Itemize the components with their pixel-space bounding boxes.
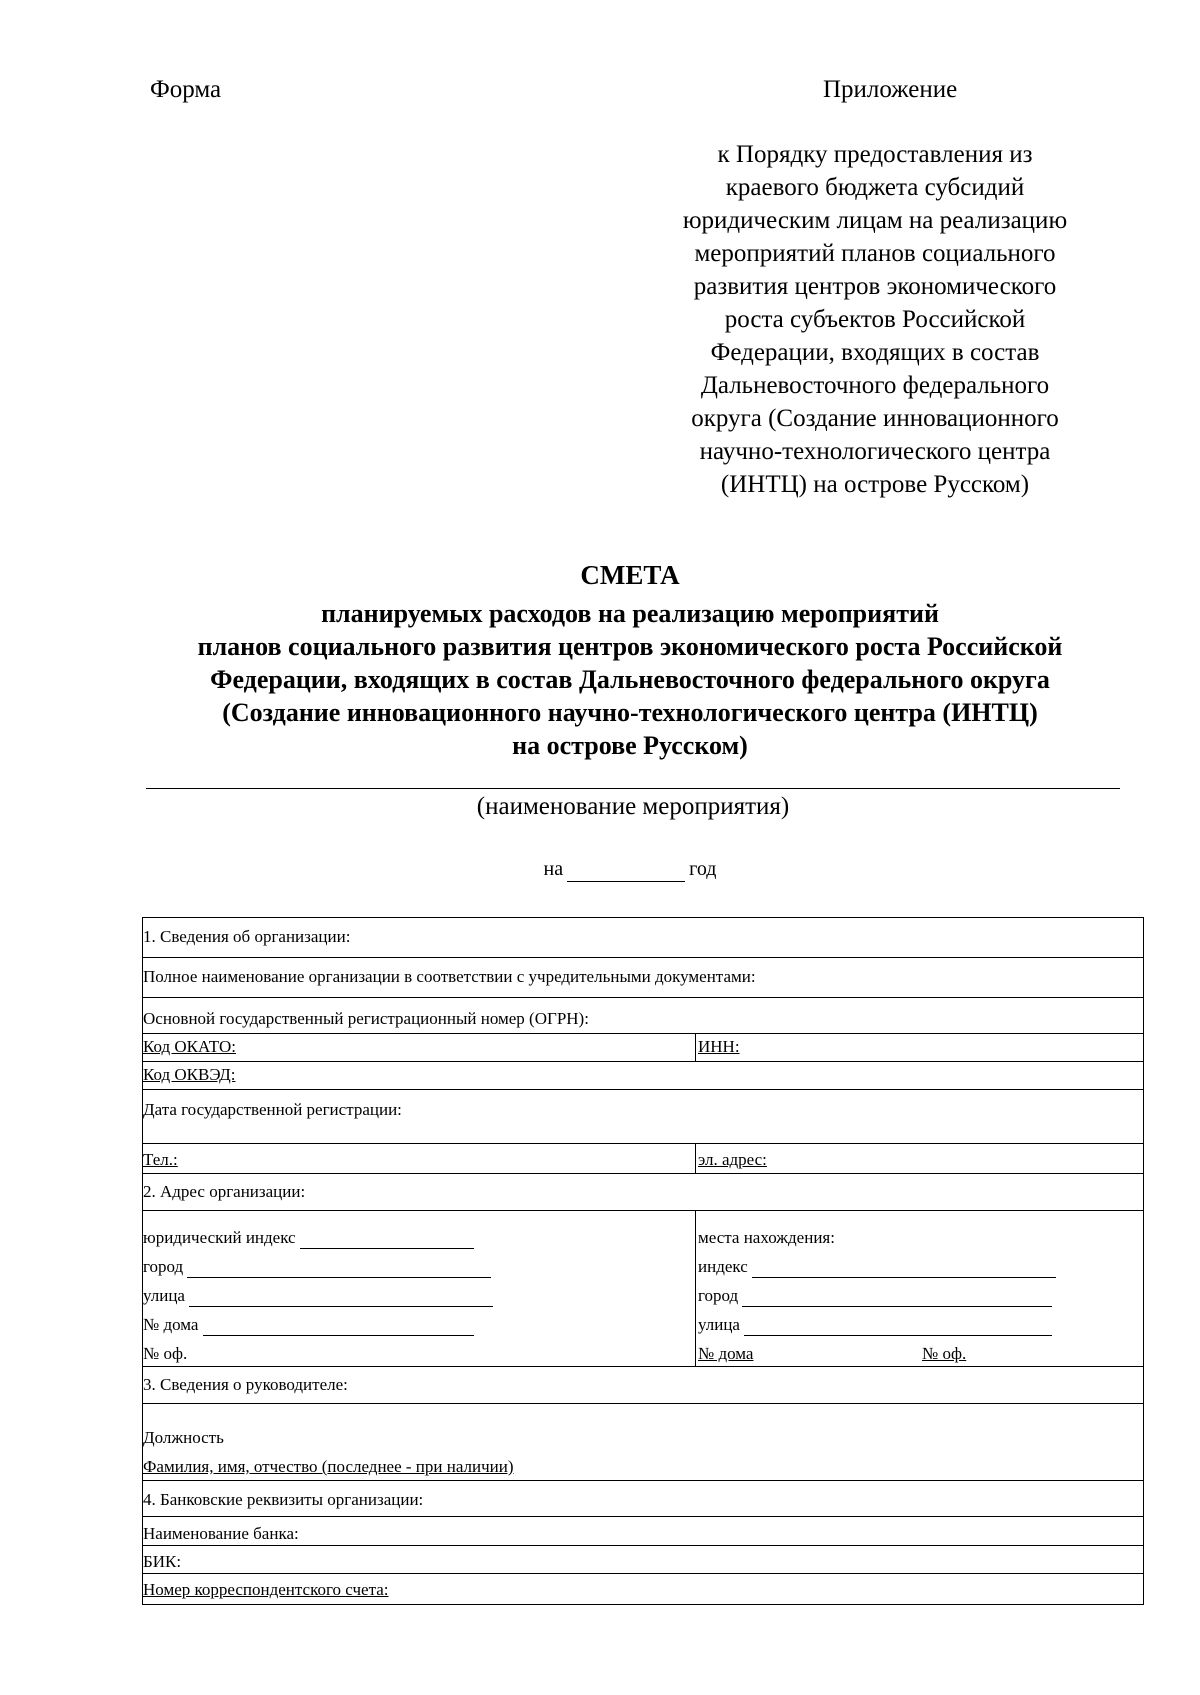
form-label: Форма [150, 76, 222, 103]
row-divider [143, 957, 1143, 958]
legal-index-blank[interactable] [300, 1228, 474, 1249]
location-street-label: улица [698, 1315, 740, 1334]
subtitle-line: на острове Русском) [512, 731, 748, 760]
bik-field[interactable]: БИК: [143, 1552, 182, 1571]
appendix-line: округа (Создание инновационного [691, 405, 1059, 432]
row-divider [143, 1573, 1143, 1574]
row-divider [143, 1089, 1143, 1090]
subtitle-line: Федерации, входящих в состав Дальневосточного федерального округа [210, 665, 1050, 694]
location-city-field[interactable] [698, 1286, 1052, 1307]
ogrn-field[interactable]: Основной государственный регистрационный номер (ОГРН): [143, 1009, 589, 1028]
row-divider [143, 1403, 1143, 1404]
legal-city-blank[interactable] [187, 1257, 491, 1278]
section-org-info-heading: 1. Сведения об организации: [143, 927, 351, 946]
year-prefix: на [543, 858, 564, 880]
okato-field[interactable]: Код ОКАТО: [143, 1037, 236, 1056]
appendix-line: юридическим лицам на реализацию [682, 207, 1068, 234]
appendix-label: Приложение [823, 76, 958, 103]
subtitle-line: планов социального развития центров экономического роста Российской [197, 632, 1063, 661]
email-field[interactable]: эл. адрес: [698, 1150, 767, 1169]
legal-city-field[interactable] [143, 1257, 491, 1278]
legal-street-label: улица [143, 1286, 185, 1305]
row-divider [143, 1545, 1143, 1546]
row-divider [143, 997, 1143, 998]
row-divider [143, 1210, 1143, 1211]
location-index-label: индекс [698, 1257, 748, 1276]
row-divider [143, 1480, 1143, 1481]
document-title: СМЕТА [580, 560, 680, 590]
legal-office-field[interactable]: № оф. [143, 1344, 188, 1363]
section-bank-heading: 4. Банковские реквизиты организации: [143, 1490, 424, 1509]
corr-account-field[interactable]: Номер корреспондентского счета: [143, 1580, 389, 1599]
legal-house-blank[interactable] [203, 1315, 474, 1336]
subtitle-line: (Создание инновационного научно-технологического центра (ИНТЦ) [222, 698, 1038, 727]
legal-street-blank[interactable] [189, 1286, 493, 1307]
legal-index-label: юридический индекс [143, 1228, 296, 1247]
appendix-line: роста субъектов Российской [724, 306, 1026, 333]
okved-field[interactable]: Код ОКВЭД: [143, 1065, 236, 1084]
appendix-line: Федерации, входящих в состав [710, 339, 1040, 366]
appendix-line: (ИНТЦ) на острове Русском) [720, 471, 1030, 498]
appendix-line: к Порядку предоставления из [717, 141, 1033, 168]
row-divider [143, 1033, 1143, 1034]
column-divider [695, 1210, 696, 1366]
full-name-field[interactable]: Полное наименование организации в соответствии с учредительными документами: [143, 967, 756, 986]
location-street-field[interactable] [698, 1315, 1052, 1336]
legal-house-field[interactable] [143, 1315, 474, 1336]
location-heading: места нахождения: [698, 1228, 835, 1247]
appendix-line: мероприятий планов социального [694, 240, 1056, 267]
column-divider [695, 1033, 696, 1061]
event-name-line[interactable] [146, 788, 1120, 789]
bank-name-field[interactable]: Наименование банка: [143, 1524, 299, 1543]
row-divider [143, 1366, 1143, 1367]
column-divider [695, 1143, 696, 1173]
row-divider [143, 1143, 1143, 1144]
legal-index-field[interactable] [143, 1228, 474, 1249]
year-blank[interactable] [567, 858, 685, 882]
legal-city-label: город [143, 1257, 184, 1276]
appendix-line: развития центров экономического [693, 273, 1057, 300]
row-divider [143, 1173, 1143, 1174]
event-name-caption: (наименование мероприятия) [476, 793, 790, 820]
row-divider [143, 1516, 1143, 1517]
location-index-field[interactable] [698, 1257, 1056, 1278]
location-house-field[interactable]: № дома [698, 1344, 754, 1363]
location-street-blank[interactable] [744, 1315, 1052, 1336]
appendix-line: научно-технологического центра [699, 438, 1051, 465]
year-suffix: год [689, 858, 717, 880]
location-city-blank[interactable] [742, 1286, 1052, 1307]
position-field[interactable]: Должность [143, 1428, 224, 1447]
inn-field[interactable]: ИНН: [698, 1037, 740, 1056]
document-subtitle [100, 597, 1160, 762]
legal-street-field[interactable] [143, 1286, 493, 1307]
full-name-director-field[interactable]: Фамилия, имя, отчество (последнее - при наличии) [143, 1457, 514, 1476]
registration-date-field[interactable]: Дата государственной регистрации: [143, 1100, 402, 1119]
legal-house-label: № дома [143, 1315, 199, 1334]
location-city-label: город [698, 1286, 739, 1305]
location-index-blank[interactable] [752, 1257, 1056, 1278]
section-address-heading: 2. Адрес организации: [143, 1182, 306, 1201]
appendix-line: краевого бюджета субсидий [725, 174, 1025, 201]
year-line [100, 858, 1160, 882]
phone-field[interactable]: Тел.: [143, 1150, 178, 1169]
appendix-line: Дальневосточного федерального [700, 372, 1050, 399]
row-divider [143, 1061, 1143, 1062]
appendix-text [640, 138, 1110, 501]
section-director-heading: 3. Сведения о руководителе: [143, 1375, 348, 1394]
subtitle-line: планируемых расходов на реализацию мероприятий [321, 599, 939, 628]
location-office-field[interactable]: № оф. [922, 1344, 967, 1363]
organization-form [142, 917, 1144, 1605]
